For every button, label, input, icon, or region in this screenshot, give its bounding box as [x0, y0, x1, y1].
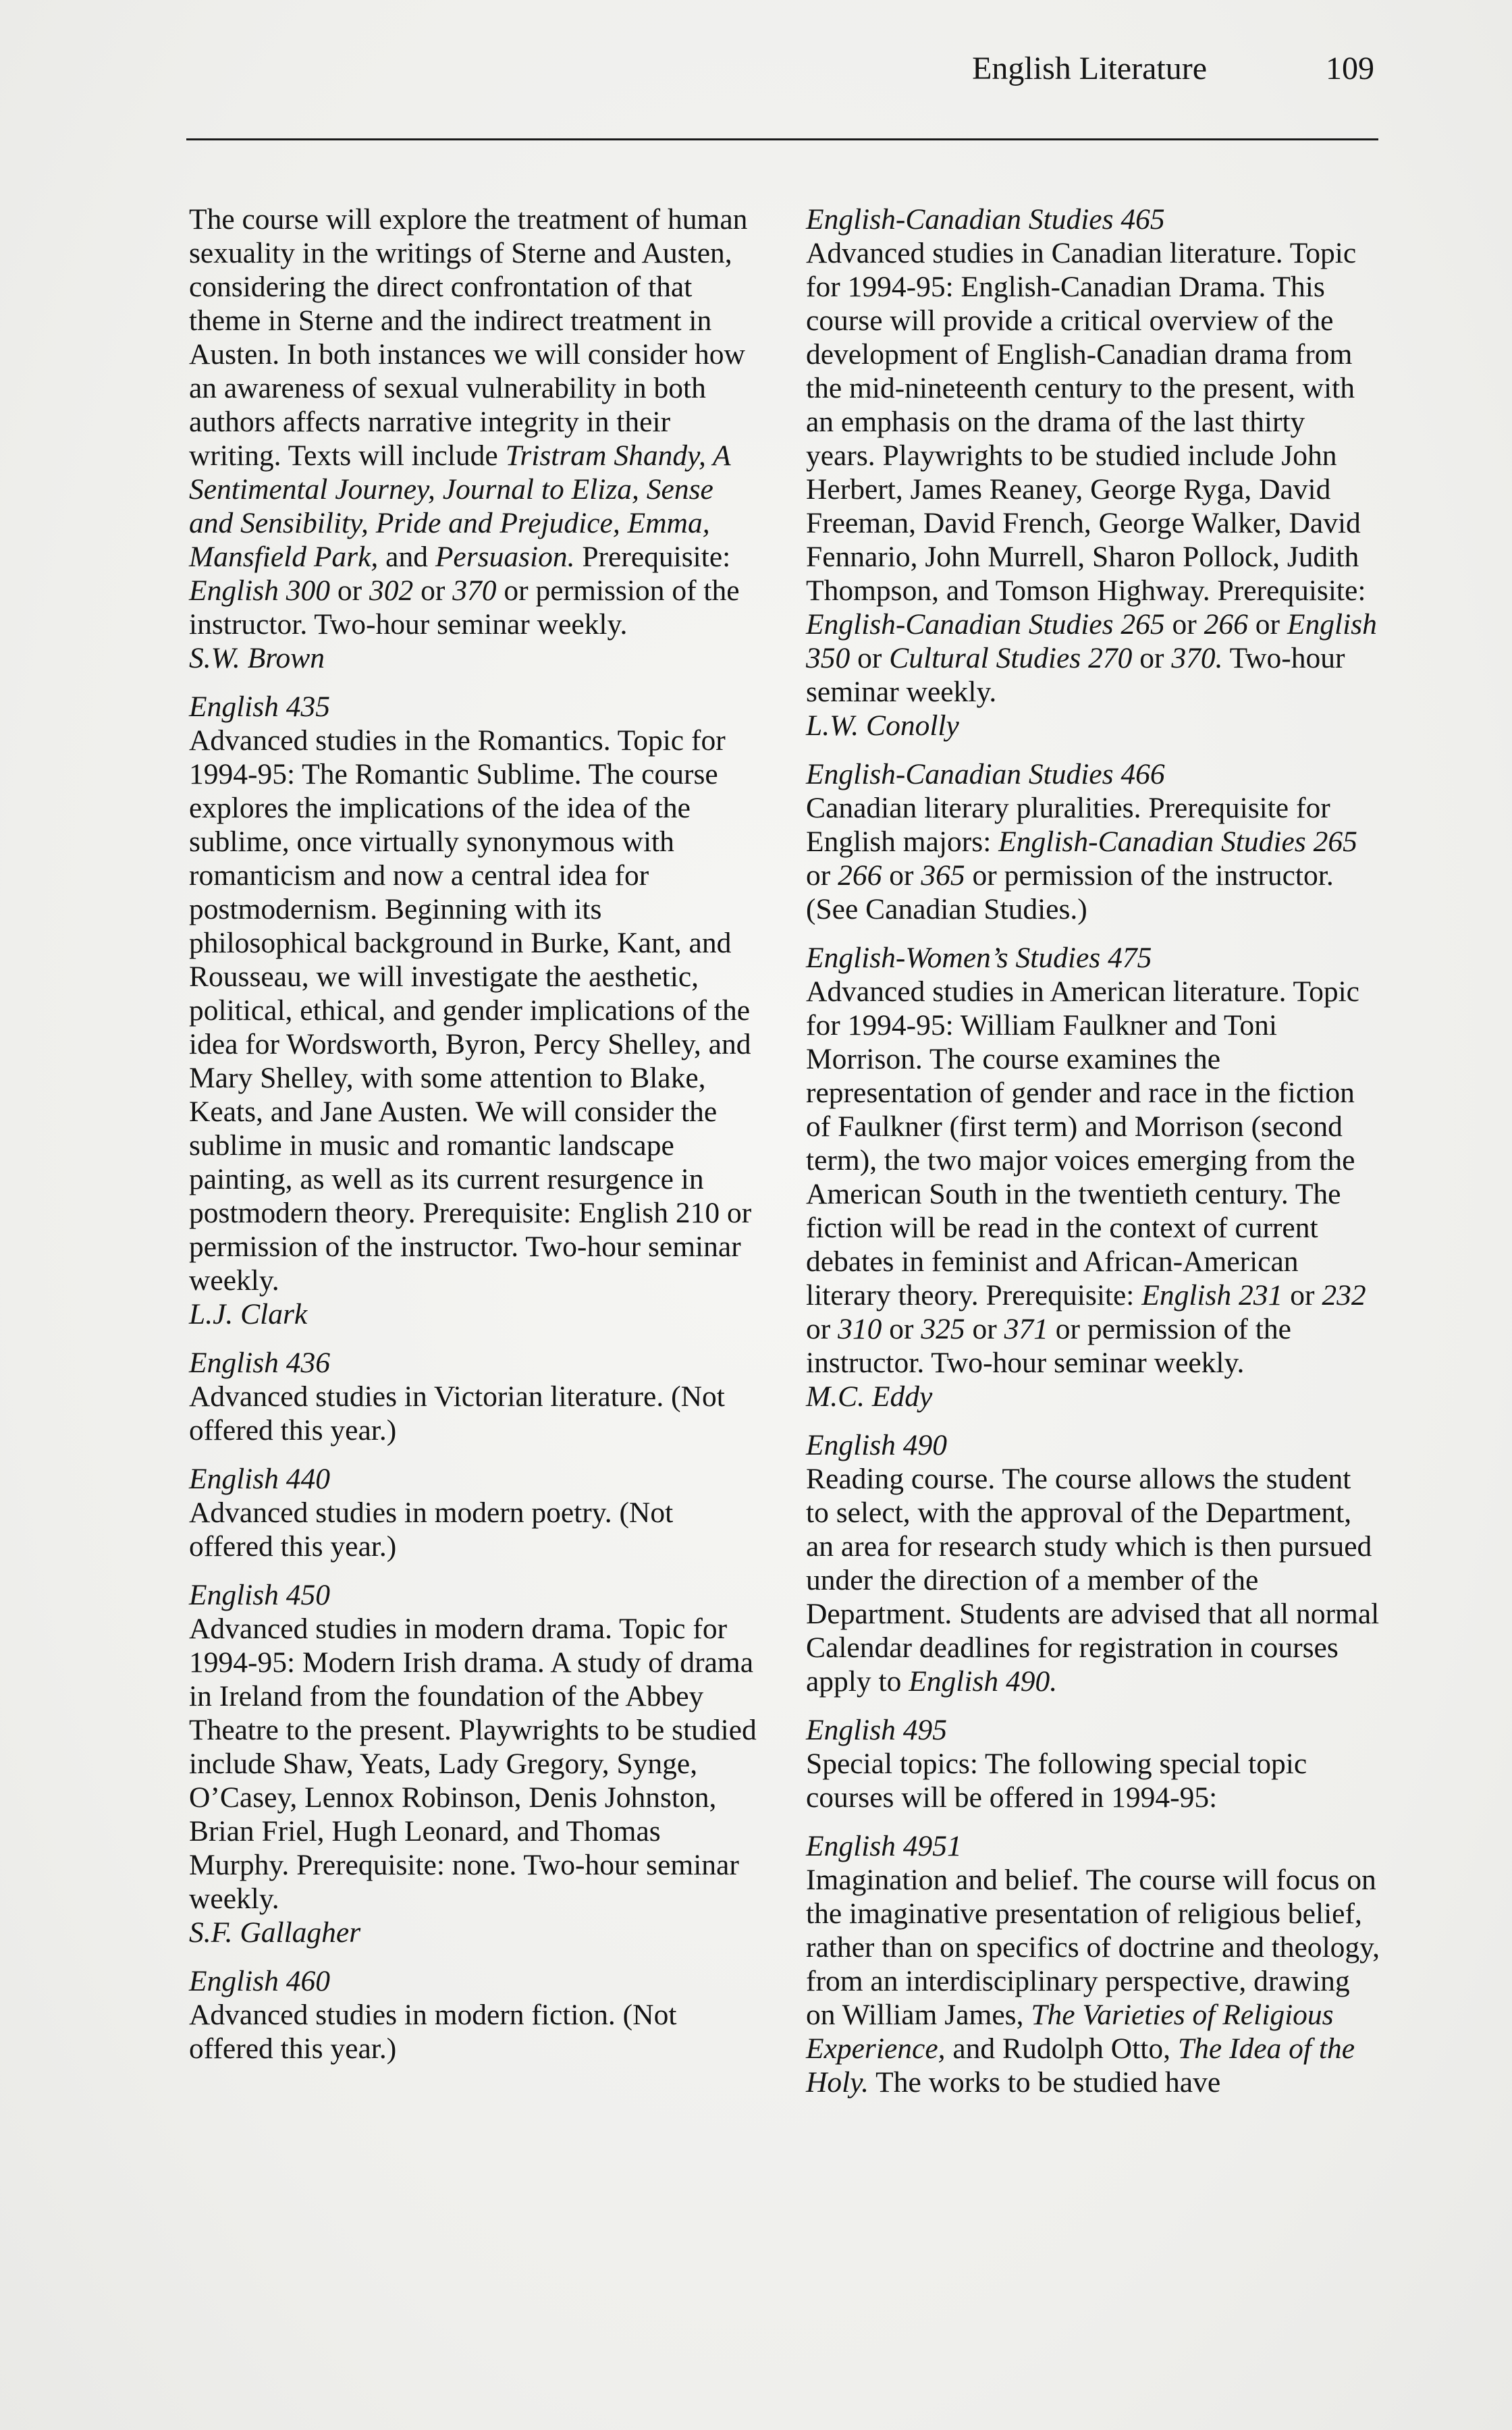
right-column [806, 202, 1380, 2099]
course-code: English-Canadian Studies 465 [806, 203, 1165, 236]
course-code: English-Women’s Studies 475 [806, 942, 1152, 974]
course-entry-english-womens-475 [806, 941, 1380, 1413]
course-entry-english-450 [189, 1578, 759, 1949]
course-code: English 435 [189, 691, 331, 723]
course-code: English 440 [189, 1463, 331, 1495]
instructor-name: L.W. Conolly [806, 709, 959, 742]
instructor-name: S.F. Gallagher [189, 1916, 361, 1949]
course-entry-intro [189, 202, 759, 675]
instructor-name: L.J. Clark [189, 1298, 308, 1330]
course-description: Advanced studies in modern fiction. (Not offered this year.) [189, 1999, 677, 2065]
course-description: Advanced studies in modern drama. Topic for 1994-95: Modern Irish drama. A study of drama in Ireland from the foundation of the Abbey Theatre to the present. Playwrights to be studied include Shaw, Yeats, Lady Gregory, Synge, O’Casey, Lennox Robinson, Denis Johnston, Brian Friel, Hugh Leonard, and Thomas Murphy. Prerequisite: none. Two-hour seminar weekly. [189, 1613, 757, 1915]
course-entry-english-4951 [806, 1829, 1380, 2099]
page-number: 109 [1326, 51, 1374, 86]
course-description: Canadian literary pluralities. Prerequisite for English majors: English-Canadian Studies 265 or 266 or 365 or permission of the instructor. (See Canadian Studies.) [806, 792, 1357, 925]
instructor-name: S.W. Brown [189, 642, 325, 674]
course-entry-english-490 [806, 1428, 1380, 1698]
course-entry-english-435 [189, 690, 759, 1331]
course-code: English-Canadian Studies 466 [806, 758, 1165, 790]
course-entry-english-460 [189, 1964, 759, 2066]
course-entry-english-440 [189, 1462, 759, 1563]
course-code: English 436 [189, 1347, 331, 1379]
course-entry-english-canadian-465 [806, 202, 1380, 742]
instructor-name: M.C. Eddy [806, 1380, 933, 1413]
course-description: Reading course. The course allows the student to select, with the approval of the Department, an area for research study which is then pursued under the direction of a member of the Department. Students are advised that all normal Calendar deadlines for registration in courses apply to English 490. [806, 1463, 1380, 1698]
header-title: English Literature [972, 51, 1207, 86]
course-description: Advanced studies in modern poetry. (Not offered this year.) [189, 1496, 674, 1563]
course-description: Imagination and belief. The course will focus on the imaginative presentation of religious belief, rather than on specifics of doctrine and theology, from an interdisciplinary perspective, drawing on William James, The Varieties of Religious Experience, and Rudolph Otto, The Idea of the Holy. The works to be studied have [806, 1864, 1380, 2099]
course-code: English 495 [806, 1714, 948, 1746]
running-header [186, 49, 1378, 101]
course-description: Advanced studies in American literature. Topic for 1994-95: William Faulkner and Toni Morrison. The course examines the representation of gender and race in the fiction of Faulkner (first term) and Morrison (second term), the two major voices emerging from the American South in the twentieth century. The fiction will be read in the context of current debates in feminist and African-American literary theory. Prerequisite: English 231 or 232 or 310 or 325 or 371 or permission of the instructor. Two-hour seminar weekly. [806, 975, 1366, 1379]
course-entry-english-436 [189, 1346, 759, 1447]
course-code: English 4951 [806, 1830, 962, 1862]
course-description: Special topics: The following special topic courses will be offered in 1994-95: [806, 1748, 1307, 1814]
left-column [189, 202, 759, 2066]
course-code: English 450 [189, 1579, 331, 1611]
course-description: Advanced studies in Canadian literature. Topic for 1994-95: English-Canadian Drama. This course will provide a critical overview of the development of English-Canadian drama from the mid-nineteenth century to the present, with an emphasis on the drama of the last thirty years. Playwrights to be studied include John Herbert, James Reaney, George Ryga, David Freeman, David French, George Walker, David Fennario, John Murrell, Sharon Pollock, Judith Thompson, and Tomson Highway. Prerequisite: English-Canadian Studies 265 or 266 or English 350 or Cultural Studies 270 or 370. Two-hour seminar weekly. [806, 237, 1377, 708]
course-entry-english-canadian-466 [806, 757, 1380, 926]
course-entry-english-495 [806, 1713, 1380, 1814]
course-description: Advanced studies in the Romantics. Topic for 1994-95: The Romantic Sublime. The course explores the implications of the idea of the sublime, once virtually synonymous with romanticism and now a central idea for postmodernism. Beginning with its philosophical background in Burke, Kant, and Rousseau, we will investigate the aesthetic, political, ethical, and gender implications of the idea for Wordsworth, Byron, Percy Shelley, and Mary Shelley, with some attention to Blake, Keats, and Jane Austen. We will consider the sublime in music and romantic landscape painting, as well as its current resurgence in postmodern theory. Prerequisite: English 210 or permission of the instructor. Two-hour seminar weekly. [189, 724, 752, 1297]
course-description: The course will explore the treatment of human sexuality in the writings of Sterne and Austen, considering the direct confrontation of that theme in Sterne and the indirect treatment in Austen. In both instances we will consider how an awareness of sexual vulnerability in both authors affects narrative integrity in their writing. Texts will include Tristram Shandy, A Sentimental Journey, Journal to Eliza, Sense and Sensibility, Pride and Prejudice, Emma, Mansfield Park, and Persuasion. Prerequisite: English 300 or 302 or 370 or permission of the instructor. Two-hour seminar weekly. [189, 203, 748, 641]
course-code: English 490 [806, 1429, 948, 1461]
course-description: Advanced studies in Victorian literature. (Not offered this year.) [189, 1380, 725, 1447]
header-rule [186, 138, 1378, 140]
course-code: English 460 [189, 1965, 331, 1997]
